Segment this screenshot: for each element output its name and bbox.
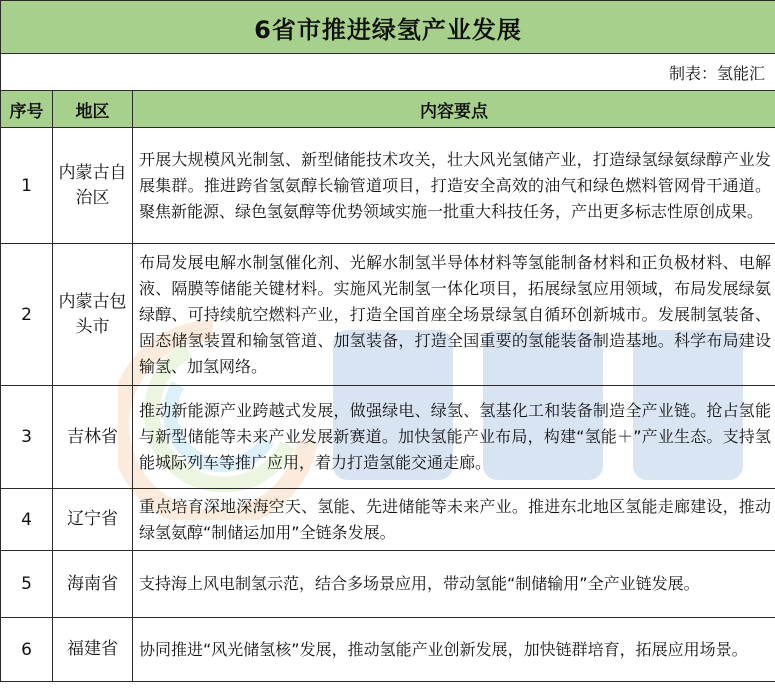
table-row	[1, 489, 775, 551]
table-row	[1, 618, 775, 682]
row-content: 布局发展电解水制氢催化剂、光解水制氢半导体材料等氢能制备材料和正负极材料、电解液、隔膜等储能关键材料。实施风光制氢一体化项目，拓展绿氢应用领域，布局发展绿氨绿醇、可持续航空燃料产业，打造全国首座全场景绿氢自循环创新城市。发展制氢装备、固态储氢装置和输氢管道、加氢装备，打造全国重要的氢能装备制造基地。科学布局建设输氢、加氢网络。	[133, 244, 775, 386]
row-region: 吉林省	[53, 386, 133, 489]
row-index: 1	[1, 128, 53, 244]
table-title: 6省市推进绿氢产业发展	[1, 1, 775, 54]
table-row	[1, 128, 775, 244]
table-row	[1, 386, 775, 489]
row-region: 内蒙古自治区	[53, 128, 133, 244]
header-region: 地区	[53, 91, 133, 128]
row-content: 开展大规模风光制氢、新型储能技术攻关，壮大风光氢储产业，打造绿氢绿氨绿醇产业发展集群。推进跨省氢氨醇长输管道项目，打造安全高效的油气和绿色燃料管网骨干通道。聚焦新能源、绿色氢氨醇等优势领域实施一批重大科技任务，产出更多标志性原创成果。	[133, 128, 775, 244]
row-index: 4	[1, 489, 53, 551]
header-content: 内容要点	[133, 91, 775, 128]
row-region: 内蒙古包头市	[53, 244, 133, 386]
row-index: 6	[1, 618, 53, 682]
header-index: 序号	[1, 91, 53, 128]
row-index: 5	[1, 551, 53, 618]
row-content: 推动新能源产业跨越式发展，做强绿电、绿氢、氢基化工和装备制造全产业链。抢占氢能与新型储能等未来产业发展新赛道。加快氢能产业布局，构建“氢能＋”产业生态。支持氢能城际列车等推广应用，着力打造氢能交通走廊。	[133, 386, 775, 489]
row-content: 支持海上风电制氢示范，结合多场景应用，带动氢能“制储输用”全产业链发展。	[133, 551, 775, 618]
row-index: 3	[1, 386, 53, 489]
row-content: 重点培育深地深海空天、氢能、先进储能等未来产业。推进东北地区氢能走廊建设，推动绿氢氨醇“制储运加用”全链条发展。	[133, 489, 775, 551]
table-row	[1, 551, 775, 618]
row-region: 辽宁省	[53, 489, 133, 551]
row-content: 协同推进“风光储氢核”发展，推动氢能产业创新发展，加快链群培育，拓展应用场景。	[133, 618, 775, 682]
row-index: 2	[1, 244, 53, 386]
row-region: 福建省	[53, 618, 133, 682]
table-credit: 制表：氢能汇	[1, 54, 775, 91]
table-row	[1, 244, 775, 386]
row-region: 海南省	[53, 551, 133, 618]
